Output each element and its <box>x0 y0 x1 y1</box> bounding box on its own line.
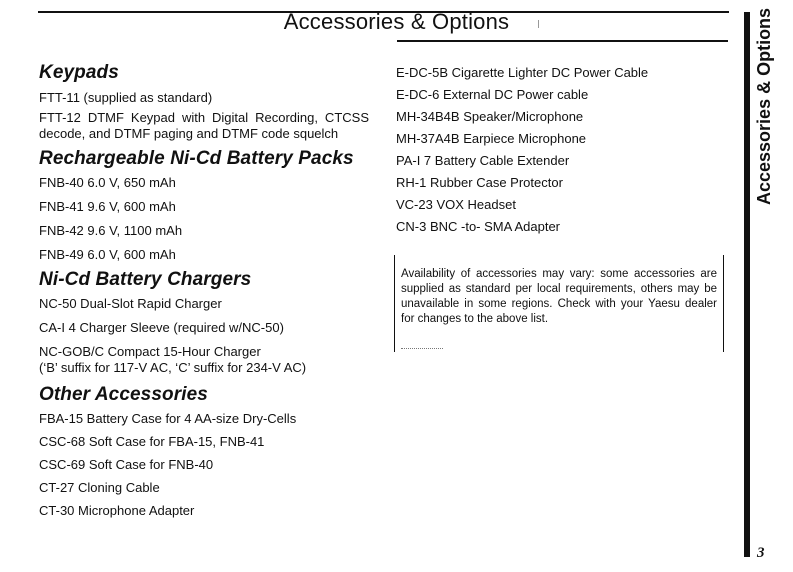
right-column <box>396 62 726 238</box>
list-item: FNB-40 6.0 V, 650 mAh <box>39 175 176 190</box>
side-tab-label: Accessories & Options <box>754 8 774 206</box>
list-item: FTT-11 (supplied as standard) <box>39 90 213 105</box>
list-item: VC-23 VOX Headset <box>396 197 516 212</box>
list-item: PA-I 7 Battery Cable Extender <box>396 153 570 168</box>
heading-keypads: Keypads <box>39 62 119 83</box>
page-title: Accessories & Options <box>283 9 510 34</box>
page-number: 3 <box>757 545 765 561</box>
availability-note: Availability of accessories may vary: some accessories are supplied as standard per local requirements, others may be unavailable in some regions. Check with your Yaesu dealer for changes to the above list. <box>401 268 717 325</box>
list-item: (‘B’ suffix for 117-V AC, ‘C’ suffix for 234-V AC) <box>39 360 307 375</box>
list-item: MH-37A4B Earpiece Microphone <box>396 131 587 146</box>
note-mark <box>401 348 443 350</box>
list-item: CSC-68 Soft Case for FBA-15, FNB-41 <box>39 434 265 449</box>
list-item: CN-3 BNC -to- SMA Adapter <box>396 219 560 234</box>
list-item: FNB-49 6.0 V, 600 mAh <box>39 247 176 262</box>
list-item: FBA-15 Battery Case for 4 AA-size Dry-Cells <box>39 411 297 426</box>
heading-other-accessories: Other Accessories <box>39 384 208 405</box>
list-item: E-DC-6 External DC Power cable <box>396 87 589 102</box>
availability-note-box <box>394 255 724 352</box>
side-bar <box>744 12 750 557</box>
list-item: NC-GOB/C Compact 15-Hour Charger <box>39 344 261 359</box>
list-item: FTT-12 DTMF Keypad with Digital Recording, CTCSS decode, and DTMF paging and DTMF code squelch <box>39 110 369 141</box>
header-rule <box>397 40 728 42</box>
heading-chargers: Ni-Cd Battery Chargers <box>39 269 252 290</box>
list-item: NC-50 Dual-Slot Rapid Charger <box>39 296 222 311</box>
left-column <box>39 62 379 519</box>
list-item: CT-27 Cloning Cable <box>39 480 160 495</box>
heading-battery-packs: Rechargeable Ni-Cd Battery Packs <box>39 148 354 169</box>
list-item: CT-30 Microphone Adapter <box>39 503 195 518</box>
list-item: E-DC-5B Cigarette Lighter DC Power Cable <box>396 65 649 80</box>
list-item: MH-34B4B Speaker/Microphone <box>396 109 584 124</box>
list-item: RH-1 Rubber Case Protector <box>396 175 563 190</box>
list-item: CA-I 4 Charger Sleeve (required w/NC-50) <box>39 320 284 335</box>
list-item: FNB-42 9.6 V, 1100 mAh <box>39 223 183 238</box>
list-item: CSC-69 Soft Case for FNB-40 <box>39 457 214 472</box>
list-item: FNB-41 9.6 V, 600 mAh <box>39 199 176 214</box>
